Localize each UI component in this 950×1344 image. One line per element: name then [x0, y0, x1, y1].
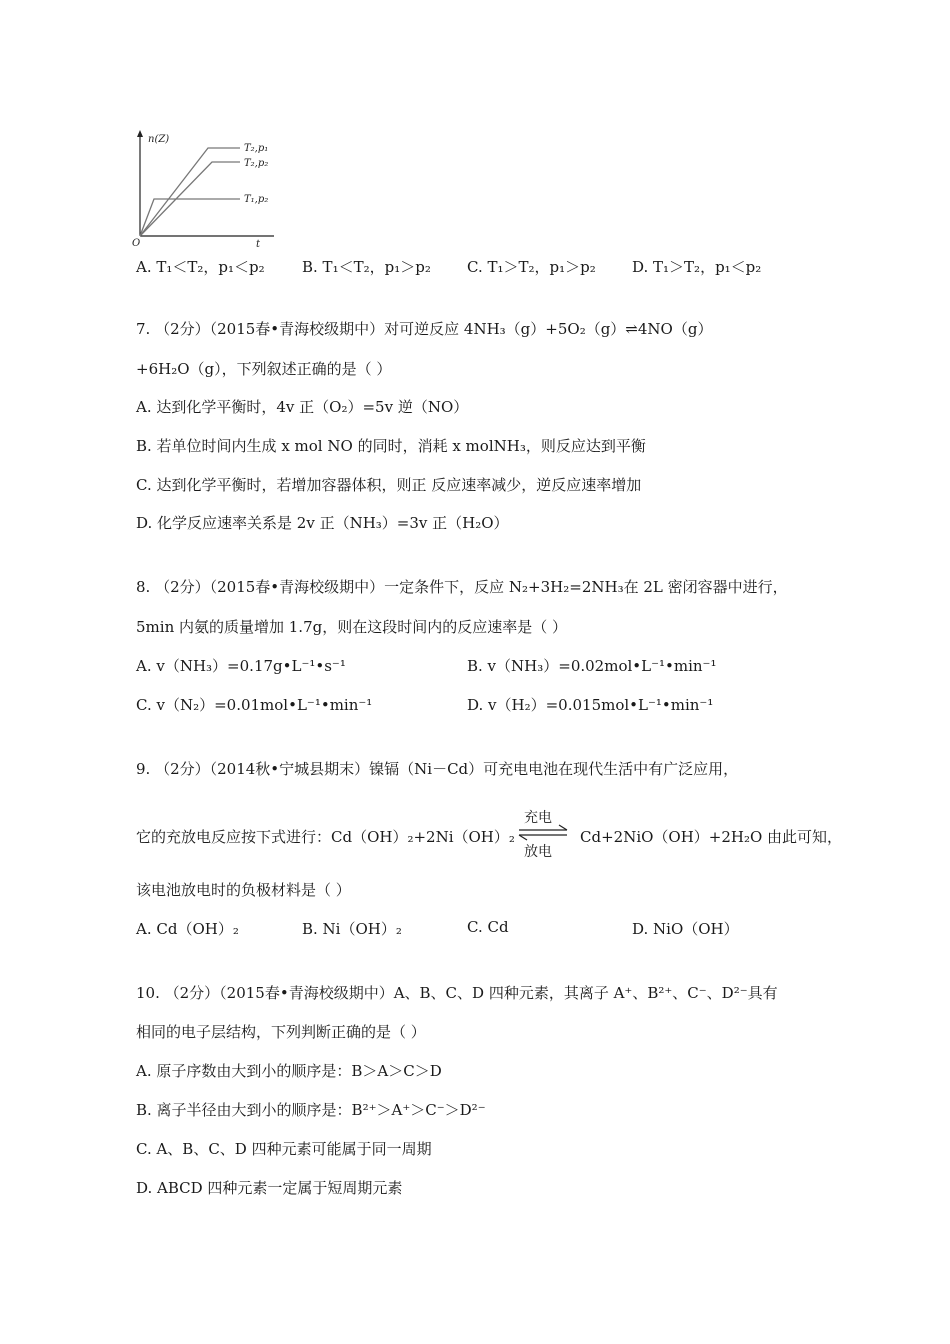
q7-option-c: C. 达到化学平衡时，若增加容器体积，则正 反应速率减少，逆反应速率增加 [136, 476, 642, 494]
q10-option-d: D. ABCD 四种元素一定属于短周期元素 [136, 1179, 403, 1197]
q9-stem-line3: 该电池放电时的负极材料是（ ） [136, 881, 351, 899]
q6-option-d: D. T₁＞T₂，p₁＜p₂ [632, 258, 762, 276]
q9-stem-line2-right: Cd+2NiO（OH）+2H₂O 由此可知， [580, 828, 843, 846]
q8-stem-line2: 5min 内氨的质量增加 1.7g，则在这段时间内的反应速率是（ ） [136, 618, 567, 636]
q10-stem-line2: 相同的电子层结构，下列判断正确的是（ ） [136, 1023, 426, 1041]
arrow-label-charge: 充电 [524, 810, 552, 826]
q8-option-a: A. v（NH₃）=0.17g•L⁻¹•s⁻¹ [136, 657, 346, 675]
q8-option-c: C. v（N₂）=0.01mol•L⁻¹•min⁻¹ [136, 696, 373, 714]
q6-option-c: C. T₁＞T₂，p₁＞p₂ [467, 258, 596, 276]
x-axis-label: t [256, 239, 261, 248]
q9-stem-line2-left: 它的充放电反应按下式进行：Cd（OH）₂+2Ni（OH）₂ [136, 828, 515, 846]
q9-option-b: B. Ni（OH）₂ [302, 920, 402, 938]
curve-t2-p1 [140, 148, 240, 236]
q10-stem-line1: 10. （2分）（2015春•青海校级期中）A、B、C、D 四种元素，其离子 A⁺、B²⁺、C⁻、D²⁻具有 [136, 984, 778, 1002]
reversible-reaction-arrow [515, 807, 573, 859]
q8-stem-line1: 8. （2分）（2015春•青海校级期中）一定条件下，反应 N₂+3H₂=2NH₃在 2L 密闭容器中进行， [136, 578, 788, 596]
q9-stem-line1: 9. （2分）（2014秋•宁城县期末）镍镉（Ni－Cd）可充电电池在现代生活中有广泛应用， [136, 760, 739, 778]
y-axis-arrow [137, 130, 143, 137]
q7-option-a: A. 达到化学平衡时，4v 正（O₂）=5v 逆（NO） [136, 398, 469, 416]
q9-option-a: A. Cd（OH）₂ [136, 920, 239, 938]
q6-option-b: B. T₁＜T₂，p₁＞p₂ [302, 258, 431, 276]
q10-option-a: A. 原子序数由大到小的顺序是：B＞A＞C＞D [136, 1062, 442, 1080]
q7-stem-line2: +6H₂O（g），下列叙述正确的是（ ） [136, 360, 392, 378]
n-z-vs-t-graph [128, 128, 278, 248]
curve-label-t1-p2: T₁,p₂ [244, 194, 269, 205]
q6-option-a: A. T₁＜T₂，p₁＜p₂ [136, 258, 265, 276]
q7-stem-line1: 7. （2分）（2015春•青海校级期中）对可逆反应 4NH₃（g）+5O₂（g）⇌4NO（g） [136, 320, 713, 338]
q9-option-c: C. Cd [467, 918, 509, 936]
y-axis-label: n(Z) [148, 134, 170, 145]
q7-option-d: D. 化学反应速率关系是 2v 正（NH₃）=3v 正（H₂O） [136, 514, 509, 532]
origin-label: O [132, 238, 141, 248]
curve-label-t2-p1: T₂,p₁ [244, 143, 269, 154]
q9-option-d: D. NiO（OH） [632, 920, 739, 938]
q7-option-b: B. 若单位时间内生成 x mol NO 的同时，消耗 x molNH₃，则反应达到平衡 [136, 437, 646, 455]
q8-option-d: D. v（H₂）=0.015mol•L⁻¹•min⁻¹ [467, 696, 714, 714]
arrow-label-discharge: 放电 [524, 844, 552, 860]
q10-option-b: B. 离子半径由大到小的顺序是：B²⁺＞A⁺＞C⁻＞D²⁻ [136, 1101, 486, 1119]
curve-label-t2-p2: T₂,p₂ [244, 158, 269, 169]
q10-option-c: C. A、B、C、D 四种元素可能属于同一周期 [136, 1140, 432, 1158]
q8-option-b: B. v（NH₃）=0.02mol•L⁻¹•min⁻¹ [467, 657, 717, 675]
